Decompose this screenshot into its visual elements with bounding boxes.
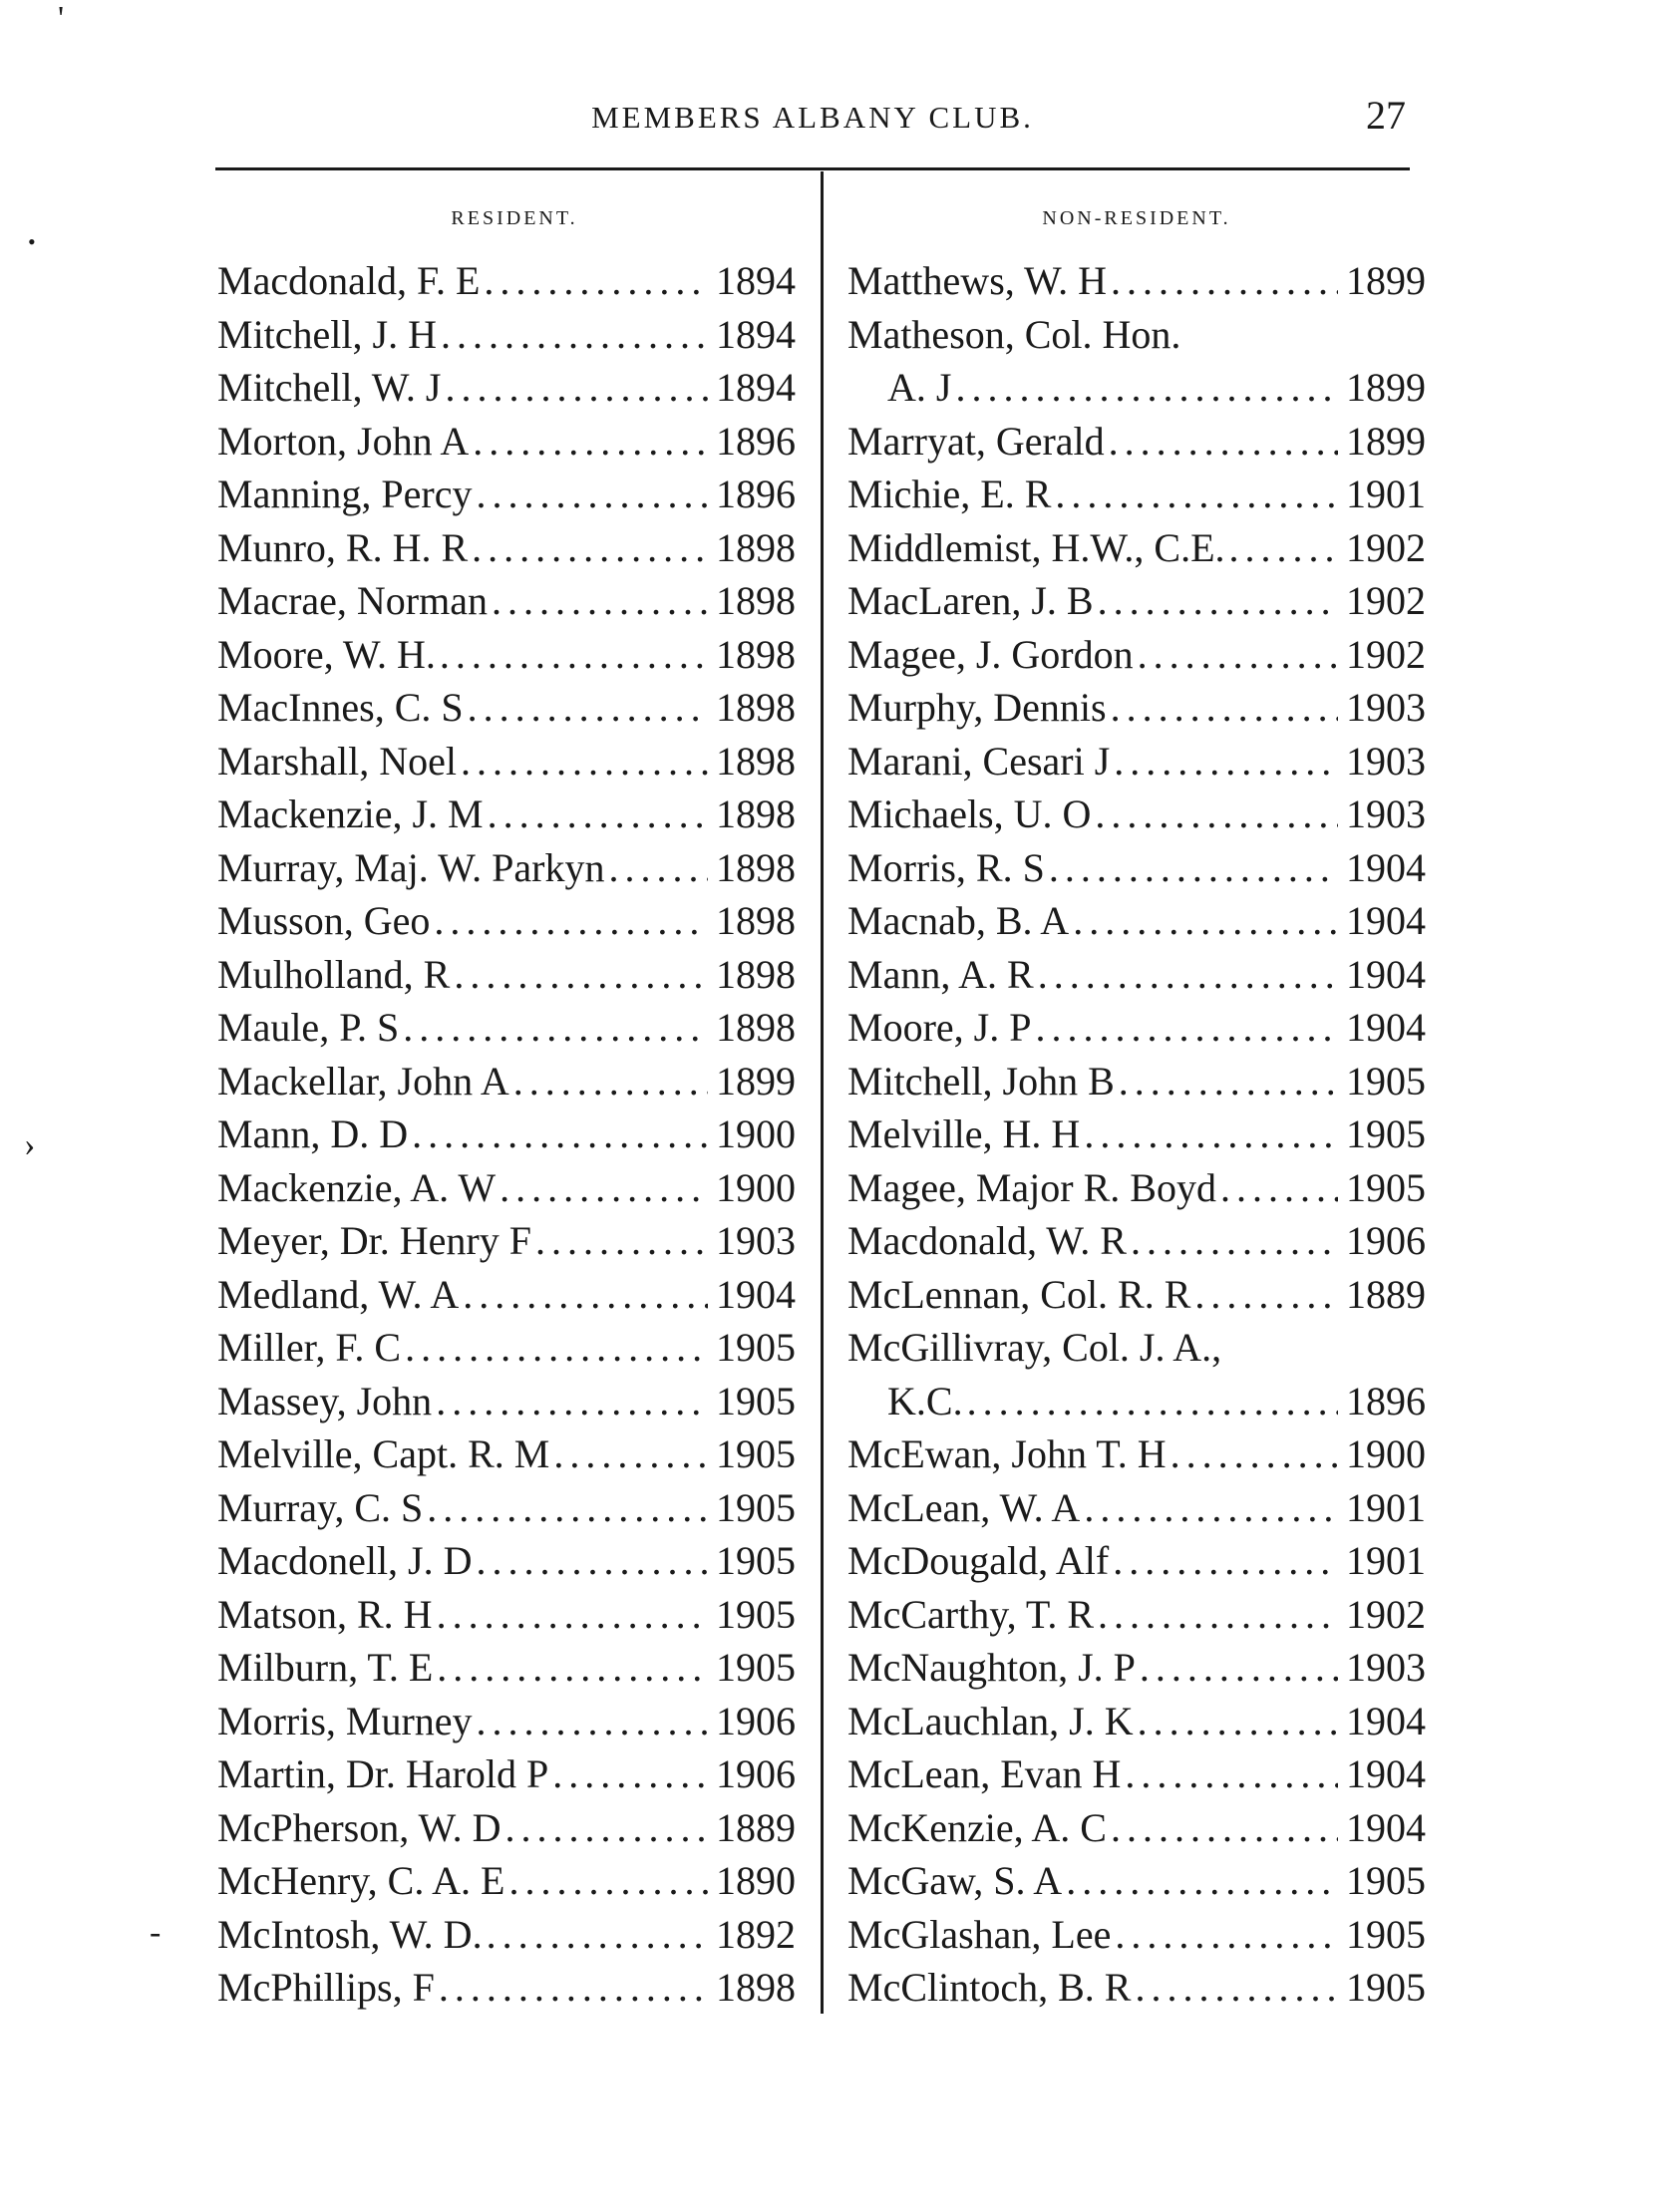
member-name: Matson, R. H — [217, 1591, 433, 1637]
leader-dots — [1225, 524, 1338, 571]
page-title: MEMBERS ALBANY CLUB. — [591, 100, 1034, 135]
leader-dots — [441, 364, 708, 411]
member-name: Mitchell, John B — [847, 1058, 1115, 1104]
member-entry — [217, 1430, 796, 1484]
member-year: 1904 — [716, 1271, 796, 1317]
leader-dots — [1121, 1750, 1338, 1797]
member-entry — [217, 1217, 796, 1271]
member-name: McGlashan, Lee — [847, 1911, 1112, 1957]
leader-dots — [1216, 1164, 1338, 1211]
leader-dots — [1134, 1698, 1338, 1744]
member-name: Meyer, Dr. Henry F — [217, 1218, 531, 1263]
member-year: 1898 — [716, 898, 796, 943]
non-resident-list — [847, 257, 1426, 2018]
member-entry — [847, 471, 1426, 524]
member-entry — [847, 1698, 1426, 1751]
member-name: Munro, R. H. R — [217, 524, 469, 570]
member-name: Morton, John A — [217, 418, 470, 464]
leader-dots — [437, 311, 708, 358]
member-name: McNaughton, J. P — [847, 1645, 1136, 1690]
member-name: McLean, W. A — [847, 1484, 1081, 1530]
page-number: 27 — [1366, 93, 1406, 138]
member-entry — [217, 1058, 796, 1111]
leader-dots — [480, 257, 708, 304]
member-year: 1898 — [716, 578, 796, 623]
member-year: 1901 — [1346, 472, 1426, 516]
member-entry — [847, 1058, 1426, 1111]
leader-dots — [604, 844, 708, 891]
member-entry — [847, 1271, 1426, 1325]
member-entry — [217, 684, 796, 738]
member-year: 1905 — [1346, 1058, 1426, 1104]
member-year: 1904 — [1346, 1698, 1426, 1743]
member-year: 1894 — [716, 258, 796, 303]
member-name: McGaw, S. A — [847, 1858, 1063, 1903]
member-entry — [847, 790, 1426, 844]
leader-dots — [1131, 1964, 1338, 2011]
member-name: Manning, Percy — [217, 472, 473, 516]
leader-dots — [473, 471, 708, 517]
member-entry — [847, 1644, 1426, 1698]
leader-dots — [436, 631, 708, 678]
member-entry — [217, 1591, 796, 1645]
member-year: 1899 — [716, 1058, 796, 1104]
member-year: 1902 — [1346, 631, 1426, 677]
leader-dots — [1110, 738, 1338, 785]
leader-dots — [433, 1644, 708, 1691]
member-name: Massey, John — [217, 1378, 433, 1423]
member-year: 1905 — [716, 1538, 796, 1583]
leader-dots — [1127, 1217, 1338, 1264]
member-entry — [217, 1964, 796, 2018]
member-entry — [847, 951, 1426, 1005]
member-name: Morris, Murney — [217, 1698, 473, 1743]
member-entry — [217, 631, 796, 685]
member-name: Martin, Dr. Harold P — [217, 1751, 549, 1796]
member-year: 1904 — [1346, 1804, 1426, 1850]
member-year: 1905 — [1346, 1858, 1426, 1903]
member-year: 1903 — [716, 1218, 796, 1263]
member-entry — [847, 1217, 1426, 1271]
member-year: 1889 — [1346, 1271, 1426, 1317]
member-name: McHenry, C. A. E — [217, 1858, 505, 1903]
leader-dots — [951, 364, 1338, 411]
leader-dots — [1045, 844, 1338, 891]
member-entry — [847, 844, 1426, 898]
leader-dots — [469, 418, 708, 465]
member-year: 1894 — [716, 311, 796, 357]
member-entry — [217, 1911, 796, 1965]
member-name: McKenzie, A. C — [847, 1804, 1107, 1850]
member-year: 1905 — [1346, 1965, 1426, 2010]
member-name: Mitchell, W. J — [217, 365, 442, 410]
member-year: 1905 — [1346, 1911, 1426, 1957]
member-name: Moore, W. H. — [217, 631, 436, 677]
member-entry — [217, 1164, 796, 1218]
leader-dots — [1051, 471, 1338, 517]
member-entry — [847, 1911, 1426, 1965]
member-name: MacLaren, J. B — [847, 578, 1094, 623]
member-year: 1896 — [1346, 1378, 1426, 1423]
member-year: 1903 — [1346, 1645, 1426, 1690]
margin-mark: › — [24, 1126, 36, 1163]
member-name: Michaels, U. O — [847, 791, 1092, 836]
member-year: 1889 — [716, 1804, 796, 1850]
member-entry — [847, 1004, 1426, 1058]
member-entry — [217, 524, 796, 578]
member-entry — [217, 471, 796, 524]
member-entry — [217, 364, 796, 418]
member-name: Marryat, Gerald — [847, 418, 1105, 464]
member-entry — [847, 1484, 1426, 1538]
member-year: 1903 — [1346, 738, 1426, 784]
member-year: 1896 — [716, 418, 796, 464]
member-year: 1899 — [1346, 418, 1426, 464]
leader-dots — [408, 1110, 708, 1157]
member-entry — [847, 1591, 1426, 1645]
member-name: McDougald, Alf — [847, 1538, 1110, 1583]
member-entry — [217, 1857, 796, 1911]
member-year: 1892 — [716, 1911, 796, 1957]
member-entry — [217, 1698, 796, 1751]
member-entry — [217, 418, 796, 472]
leader-dots — [549, 1430, 708, 1477]
member-name: Macdonald, F. E — [217, 258, 481, 303]
leader-dots — [1034, 951, 1338, 998]
member-year: 1905 — [716, 1484, 796, 1530]
member-year: 1904 — [1346, 898, 1426, 943]
member-entry — [217, 1110, 796, 1164]
member-name: Matthews, W. H — [847, 258, 1107, 303]
leader-dots — [401, 1324, 708, 1371]
member-name: McPherson, W. D — [217, 1804, 501, 1850]
leader-dots — [963, 1378, 1338, 1424]
leader-dots — [1136, 1644, 1338, 1691]
member-year: 1903 — [1346, 791, 1426, 836]
member-entry — [847, 257, 1426, 311]
member-year: 1898 — [716, 1005, 796, 1050]
member-year: 1901 — [1346, 1484, 1426, 1530]
member-name: McGillivray, Col. J. A., — [847, 1325, 1222, 1370]
member-year: 1898 — [716, 631, 796, 677]
member-entry — [217, 790, 796, 844]
member-entry — [217, 951, 796, 1005]
member-entry — [217, 844, 796, 898]
member-entry — [217, 1644, 796, 1698]
leader-dots — [483, 1911, 708, 1958]
member-year: 1905 — [1346, 1111, 1426, 1156]
member-entry — [217, 577, 796, 631]
member-entry — [217, 1750, 796, 1804]
member-year: 1898 — [716, 791, 796, 836]
member-name: Moore, J. P — [847, 1005, 1032, 1050]
leader-dots — [459, 1271, 708, 1318]
leader-dots — [473, 1698, 708, 1744]
member-name: Macdonell, J. D — [217, 1538, 473, 1583]
leader-dots — [435, 1964, 708, 2011]
leader-dots — [504, 1857, 708, 1904]
leader-dots — [484, 790, 708, 837]
member-year: 1899 — [1346, 365, 1426, 410]
member-name: Musson, Geo — [217, 898, 431, 943]
member-entry — [847, 1537, 1426, 1591]
leader-dots — [1107, 1804, 1338, 1851]
member-entry — [847, 1430, 1426, 1484]
member-year: 1905 — [716, 1645, 796, 1690]
leader-dots — [399, 1004, 708, 1051]
member-name: McLean, Evan H — [847, 1751, 1122, 1796]
member-entry — [847, 1964, 1426, 2018]
member-entry — [217, 897, 796, 951]
member-year: 1900 — [716, 1111, 796, 1156]
member-name: Mackenzie, A. W — [217, 1164, 497, 1210]
member-year: 1906 — [1346, 1218, 1426, 1263]
member-name: Mackenzie, J. M — [217, 791, 484, 836]
member-entry — [847, 418, 1426, 472]
member-year: 1903 — [1346, 685, 1426, 730]
margin-mark: • — [28, 229, 36, 254]
member-year: 1905 — [716, 1431, 796, 1476]
member-entry — [847, 577, 1426, 631]
member-entry — [847, 311, 1426, 365]
member-name: K.C. — [887, 1378, 963, 1423]
member-name: McClintoch, B. R — [847, 1965, 1132, 2010]
leader-dots — [531, 1217, 708, 1264]
leader-dots — [464, 684, 708, 731]
member-year: 1898 — [716, 951, 796, 997]
member-name: McEwan, John T. H — [847, 1431, 1167, 1476]
member-entry — [847, 631, 1426, 685]
member-entry — [847, 1324, 1426, 1378]
member-year: 1905 — [716, 1325, 796, 1370]
member-name: Middlemist, H.W., C.E. — [847, 524, 1225, 570]
leader-dots — [1109, 1537, 1338, 1584]
member-entry — [847, 1110, 1426, 1164]
member-name: Matheson, Col. Hon. — [847, 311, 1181, 357]
resident-heading: RESIDENT. — [451, 207, 578, 229]
leader-dots — [1031, 1004, 1338, 1051]
member-year: 1902 — [1346, 578, 1426, 623]
member-name: Magee, Major R. Boyd — [847, 1164, 1216, 1210]
member-year: 1904 — [1346, 951, 1426, 997]
member-name: Marani, Cesari J — [847, 738, 1111, 784]
member-name: Mackellar, John A — [217, 1058, 509, 1104]
leader-dots — [1091, 790, 1338, 837]
leader-dots — [473, 1537, 708, 1584]
leader-dots — [1190, 1271, 1338, 1318]
header-rule — [215, 167, 1410, 170]
member-name: Miller, F. C — [217, 1325, 402, 1370]
member-year: 1905 — [1346, 1164, 1426, 1210]
member-name: McCarthy, T. R — [847, 1591, 1095, 1637]
member-name: Michie, E. R — [847, 472, 1052, 516]
member-year: 1890 — [716, 1858, 796, 1903]
member-year: 1899 — [1346, 258, 1426, 303]
member-entry — [217, 257, 796, 311]
leader-dots — [509, 1058, 708, 1105]
member-entry — [847, 897, 1426, 951]
leader-dots — [1080, 1110, 1338, 1157]
member-entry — [847, 1857, 1426, 1911]
member-entry — [847, 738, 1426, 791]
member-name: Mann, D. D — [217, 1111, 409, 1156]
member-year: 1904 — [1346, 844, 1426, 890]
leader-dots — [1094, 577, 1338, 624]
leader-dots — [1094, 1591, 1338, 1638]
member-entry — [847, 1804, 1426, 1858]
leader-dots — [1115, 1058, 1338, 1105]
leader-dots — [432, 1378, 708, 1424]
member-name: Mulholland, R — [217, 951, 451, 997]
member-name: Melville, H. H — [847, 1111, 1081, 1156]
margin-mark: - — [150, 1914, 162, 1951]
member-year: 1905 — [716, 1591, 796, 1637]
member-name: Medland, W. A — [217, 1271, 460, 1317]
leader-dots — [433, 1591, 708, 1638]
member-name: MacInnes, C. S — [217, 685, 464, 730]
leader-dots — [1069, 897, 1338, 944]
member-name: Melville, Capt. R. M — [217, 1431, 550, 1476]
member-year: 1901 — [1346, 1538, 1426, 1583]
leader-dots — [1111, 1911, 1338, 1958]
member-name: Mann, A. R — [847, 951, 1034, 997]
member-year: 1902 — [1346, 524, 1426, 570]
member-year: 1894 — [716, 365, 796, 410]
leader-dots — [457, 738, 708, 785]
member-entry — [217, 1324, 796, 1378]
member-entry — [847, 524, 1426, 578]
leader-dots — [423, 1484, 708, 1531]
member-name: Murphy, Dennis — [847, 685, 1107, 730]
member-entry — [847, 1750, 1426, 1804]
member-year: 1898 — [716, 524, 796, 570]
leader-dots — [430, 897, 708, 944]
leader-dots — [1105, 418, 1338, 465]
member-name: Magee, J. Gordon — [847, 631, 1134, 677]
leader-dots — [501, 1804, 708, 1851]
leader-dots — [450, 951, 708, 998]
member-name: McIntosh, W. D. — [217, 1911, 483, 1957]
member-entry — [847, 684, 1426, 738]
member-name: Marshall, Noel — [217, 738, 457, 784]
leader-dots — [496, 1164, 708, 1211]
member-name: McPhillips, F — [217, 1965, 435, 2010]
member-entry — [847, 364, 1426, 418]
member-entry — [217, 1484, 796, 1538]
member-year: 1898 — [716, 738, 796, 784]
member-year: 1896 — [716, 472, 796, 516]
member-year: 1898 — [716, 844, 796, 890]
member-name: A. J — [887, 365, 952, 410]
member-name: Murray, C. S — [217, 1484, 424, 1530]
member-entry — [217, 311, 796, 365]
member-entry — [217, 1271, 796, 1325]
member-entry — [217, 1378, 796, 1431]
member-year: 1900 — [716, 1164, 796, 1210]
member-entry — [217, 738, 796, 791]
member-entry — [217, 1537, 796, 1591]
member-year: 1902 — [1346, 1591, 1426, 1637]
member-year: 1906 — [716, 1698, 796, 1743]
member-year: 1898 — [716, 1965, 796, 2010]
leader-dots — [1080, 1484, 1338, 1531]
member-name: Milburn, T. E — [217, 1645, 434, 1690]
leader-dots — [1167, 1430, 1338, 1477]
member-name: Maule, P. S — [217, 1005, 400, 1050]
member-name: Mitchell, J. H — [217, 311, 437, 357]
member-entry — [847, 1378, 1426, 1431]
member-year: 1905 — [716, 1378, 796, 1423]
non-resident-heading: NON-RESIDENT. — [1042, 207, 1231, 229]
member-entry — [217, 1004, 796, 1058]
member-year: 1904 — [1346, 1751, 1426, 1796]
member-name: Macnab, B. A — [847, 898, 1070, 943]
member-name: Murray, Maj. W. Parkyn — [217, 844, 605, 890]
leader-dots — [488, 577, 708, 624]
member-name: Morris, R. S — [847, 844, 1045, 890]
leader-dots — [1062, 1857, 1338, 1904]
leader-dots — [548, 1750, 708, 1797]
member-year: 1900 — [1346, 1431, 1426, 1476]
member-year: 1898 — [716, 685, 796, 730]
member-name: McLauchlan, J. K — [847, 1698, 1134, 1743]
member-name: Macdonald, W. R — [847, 1218, 1127, 1263]
member-entry — [847, 1164, 1426, 1218]
member-name: Macrae, Norman — [217, 578, 488, 623]
member-year: 1904 — [1346, 1005, 1426, 1050]
leader-dots — [1107, 684, 1338, 731]
resident-list — [217, 257, 796, 2018]
column-divider — [821, 171, 824, 2014]
member-entry — [217, 1804, 796, 1858]
leader-dots — [1134, 631, 1338, 678]
leader-dots — [468, 524, 708, 571]
member-name: McLennan, Col. R. R — [847, 1271, 1191, 1317]
leader-dots — [1107, 257, 1338, 304]
member-year: 1906 — [716, 1751, 796, 1796]
margin-mark: ' — [58, 0, 65, 37]
